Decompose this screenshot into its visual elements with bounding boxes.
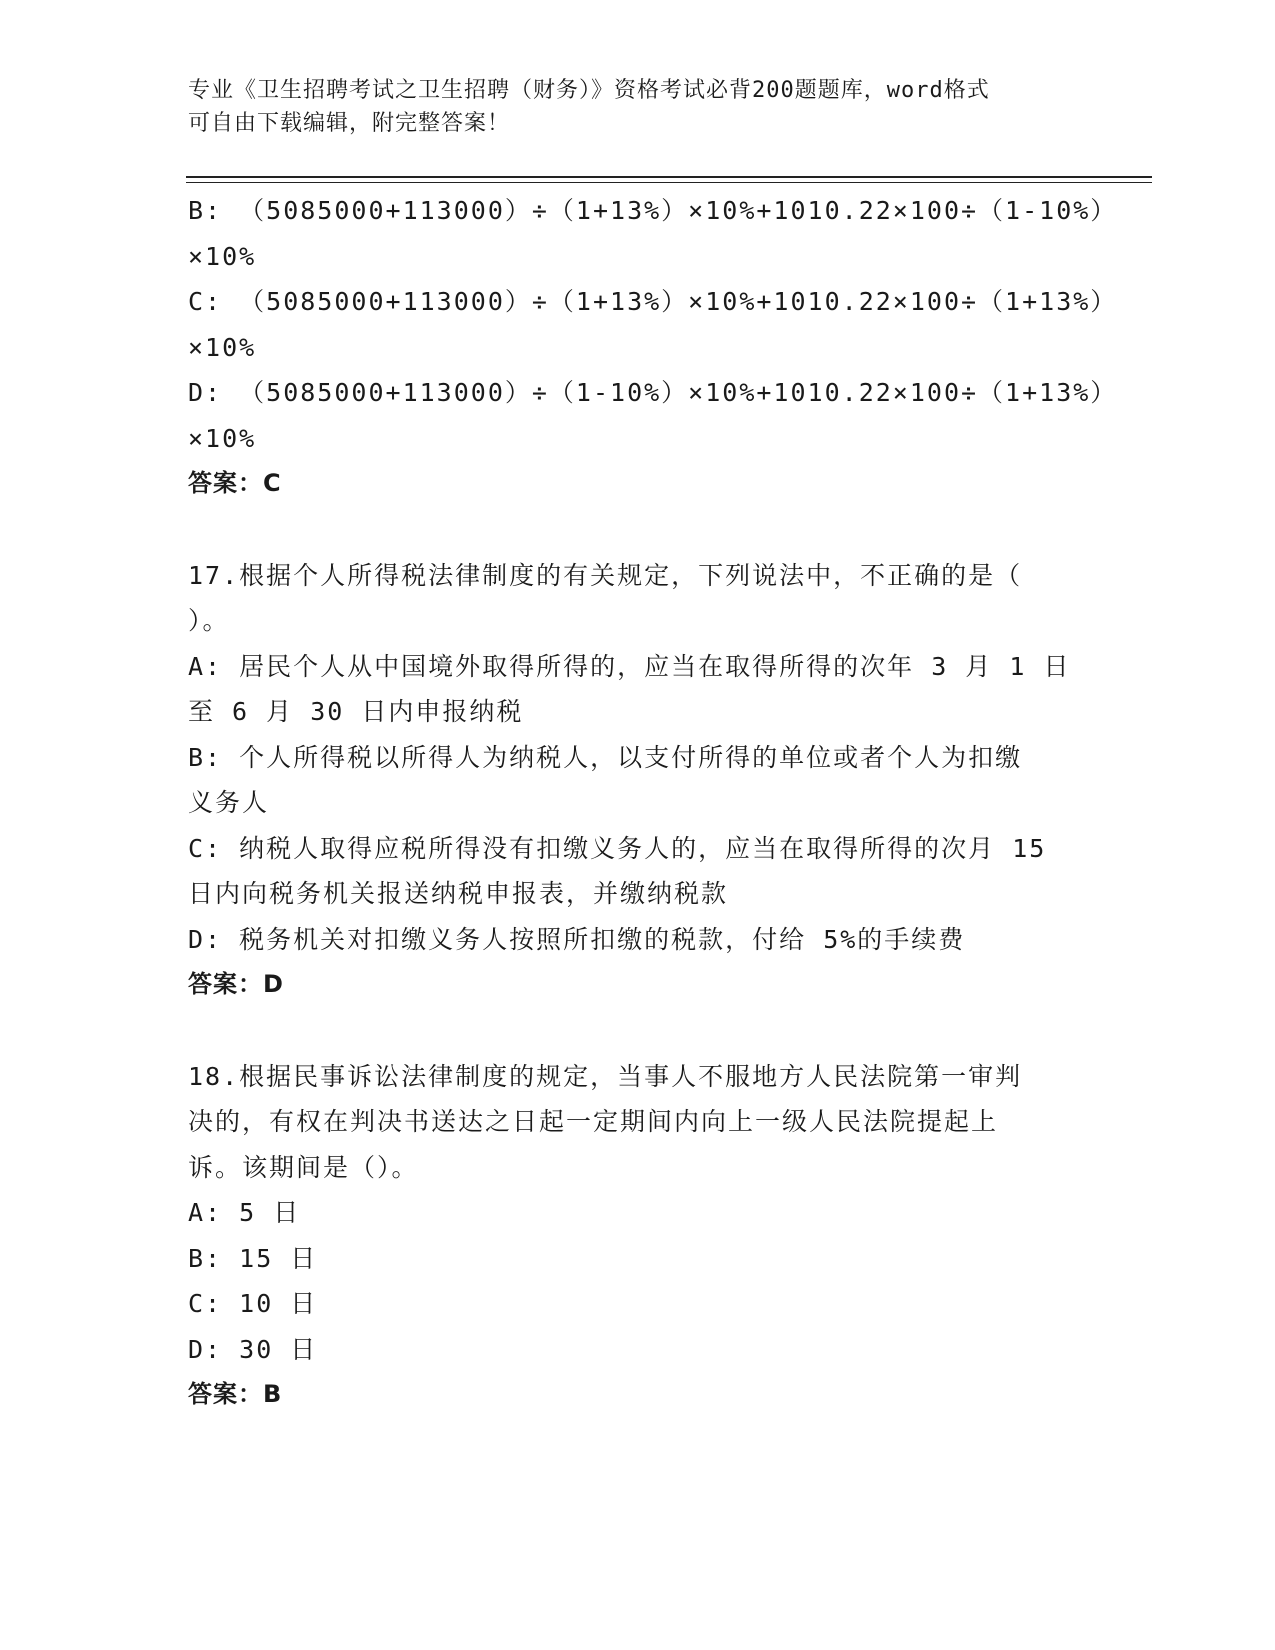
option-d: D: 30 日 — [188, 1334, 318, 1364]
option-d-line-1: D: （5085000+113000）÷（1-10%）×10%+1010.22×100÷（1+13%） — [188, 378, 1118, 407]
option-b: B: 15 日 — [188, 1243, 318, 1273]
option-b-line-1: B: （5085000+113000）÷（1+13%）×10%+1010.22×100÷（1-10%） — [188, 196, 1118, 225]
question-stem-line-2: ）。 — [188, 606, 230, 635]
option-a-line-2: 至 6 月 30 日内申报纳税 — [188, 697, 524, 726]
option-b-line-1: B: 个人所得税以所得人为纳税人，以支付所得的单位或者个人为扣缴 — [188, 742, 1023, 772]
question-17 — [188, 553, 1088, 1008]
header-title-line-2: 可自由下载编辑，附完整答案！ — [188, 111, 511, 136]
option-b-line-2: 义务人 — [188, 788, 270, 817]
question-18 — [188, 1054, 1088, 1418]
header-rule-thin — [186, 182, 1152, 183]
page-header — [188, 74, 1068, 140]
question-16 — [188, 188, 1118, 507]
answer-label: 答案：B — [188, 1380, 283, 1408]
option-c-line-2: ×10% — [188, 332, 257, 362]
option-a-line-1: A: 居民个人从中国境外取得所得的，应当在取得所得的次年 3 月 1 日 — [188, 651, 1071, 681]
option-d-line-2: ×10% — [188, 423, 257, 453]
spacer — [188, 507, 1088, 553]
answer-label: 答案：C — [188, 469, 282, 497]
question-stem-line-3: 诉。该期间是（）。 — [188, 1152, 419, 1182]
document-body — [188, 188, 1118, 1418]
option-b-line-2: ×10% — [188, 241, 257, 271]
question-stem-line-1: 18.根据民事诉讼法律制度的规定，当事人不服地方人民法院第一审判 — [188, 1061, 1023, 1091]
spacer — [188, 1008, 1088, 1054]
option-c-line-2: 日内向税务机关报送纳税申报表，并缴纳税款 — [188, 879, 729, 908]
header-title-line-1: 专业《卫生招聘考试之卫生招聘（财务）》资格考试必背200题题库，word格式 — [188, 78, 990, 103]
option-d-line-1: D: 税务机关对扣缴义务人按照所扣缴的税款，付给 5%的手续费 — [188, 924, 966, 954]
option-c: C: 10 日 — [188, 1289, 318, 1318]
question-stem-line-2: 决的，有权在判决书送达之日起一定期间内向上一级人民法院提起上 — [188, 1107, 999, 1136]
option-c-line-1: C: 纳税人取得应税所得没有扣缴义务人的，应当在取得所得的次月 15 — [188, 833, 1047, 863]
option-a: A: 5 日 — [188, 1198, 301, 1227]
answer-label: 答案：D — [188, 970, 284, 998]
option-c-line-1: C: （5085000+113000）÷（1+13%）×10%+1010.22×100÷（1+13%） — [188, 287, 1118, 316]
question-stem-line-1: 17.根据个人所得税法律制度的有关规定，下列说法中，不正确的是（ — [188, 560, 1023, 590]
header-rule-thick — [186, 176, 1152, 178]
